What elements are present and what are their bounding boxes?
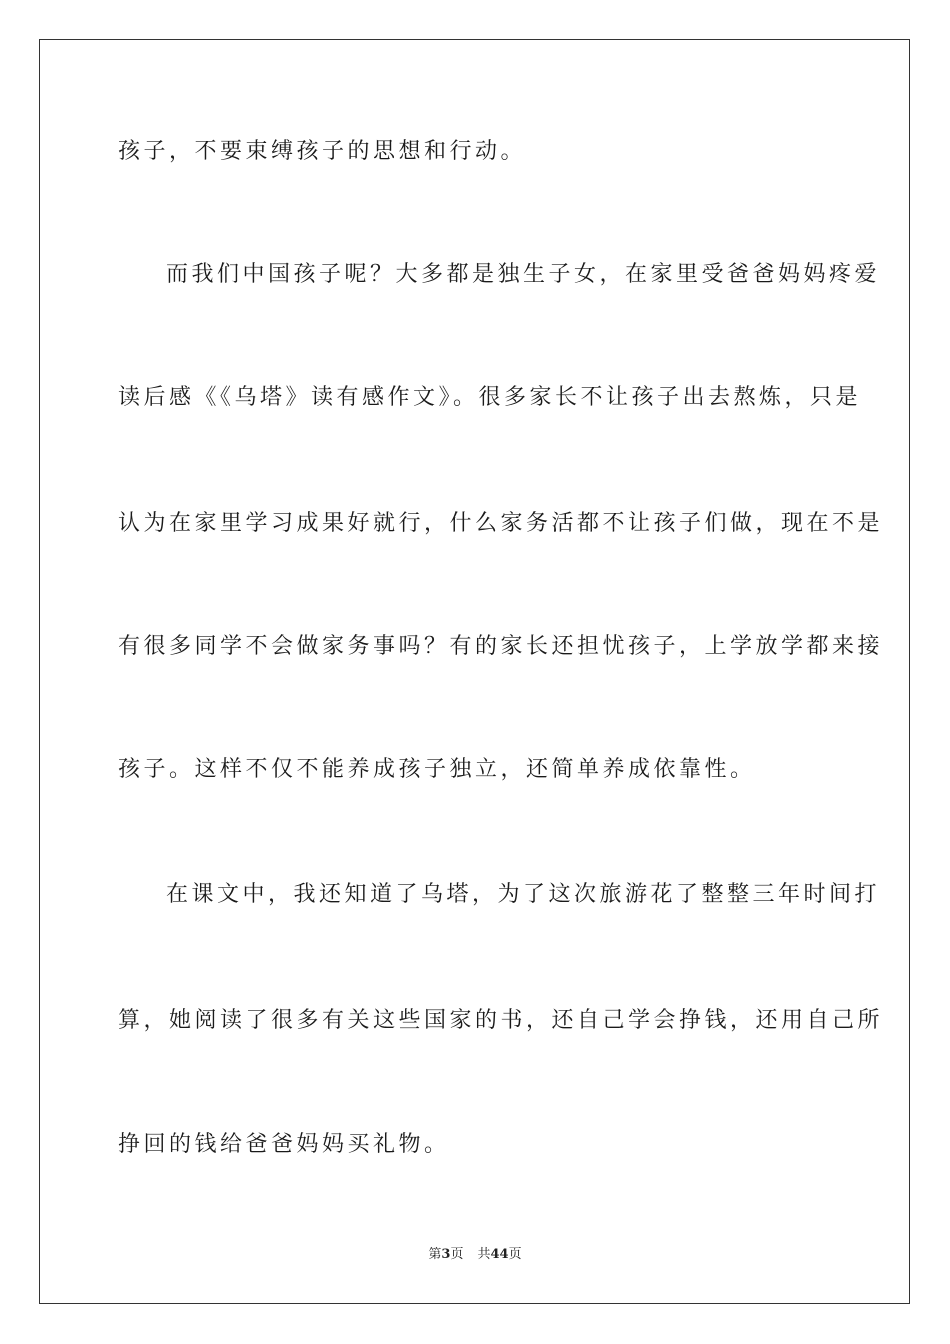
total-suffix: 页 [508, 1247, 522, 1262]
page-prefix: 第 [428, 1247, 442, 1262]
text-line-3: 读后感《《乌塔》读有感作文》。很多家长不让孩子出去熬炼，只是 [118, 385, 862, 410]
page-suffix: 页 [450, 1247, 464, 1262]
page-border [39, 39, 910, 1304]
text-line-9: 挣回的钱给爸爸妈妈买礼物。 [118, 1132, 450, 1157]
text-line-2: 而我们中国孩子呢？大多都是独生子女，在家里受爸爸妈妈疼爱 [166, 262, 881, 287]
page-footer [0, 1247, 950, 1263]
text-line-5: 有很多同学不会做家务事吗？有的家长还担忧孩子，上学放学都来接 [118, 634, 884, 659]
total-prefix: 共 [477, 1247, 491, 1262]
text-line-6: 孩子。这样不仅不能养成孩子独立，还简单养成依靠性。 [118, 757, 756, 782]
text-line-8: 算，她阅读了很多有关这些国家的书，还自己学会挣钱，还用自己所 [118, 1008, 884, 1033]
text-line-4: 认为在家里学习成果好就行，什么家务活都不让孩子们做，现在不是 [118, 511, 884, 536]
text-line-7: 在课文中，我还知道了乌塔，为了这次旅游花了整整三年时间打 [166, 882, 881, 907]
text-line-1: 孩子，不要束缚孩子的思想和行动。 [118, 139, 527, 164]
page-number: 3 [441, 1247, 451, 1262]
total-pages: 44 [490, 1247, 509, 1262]
